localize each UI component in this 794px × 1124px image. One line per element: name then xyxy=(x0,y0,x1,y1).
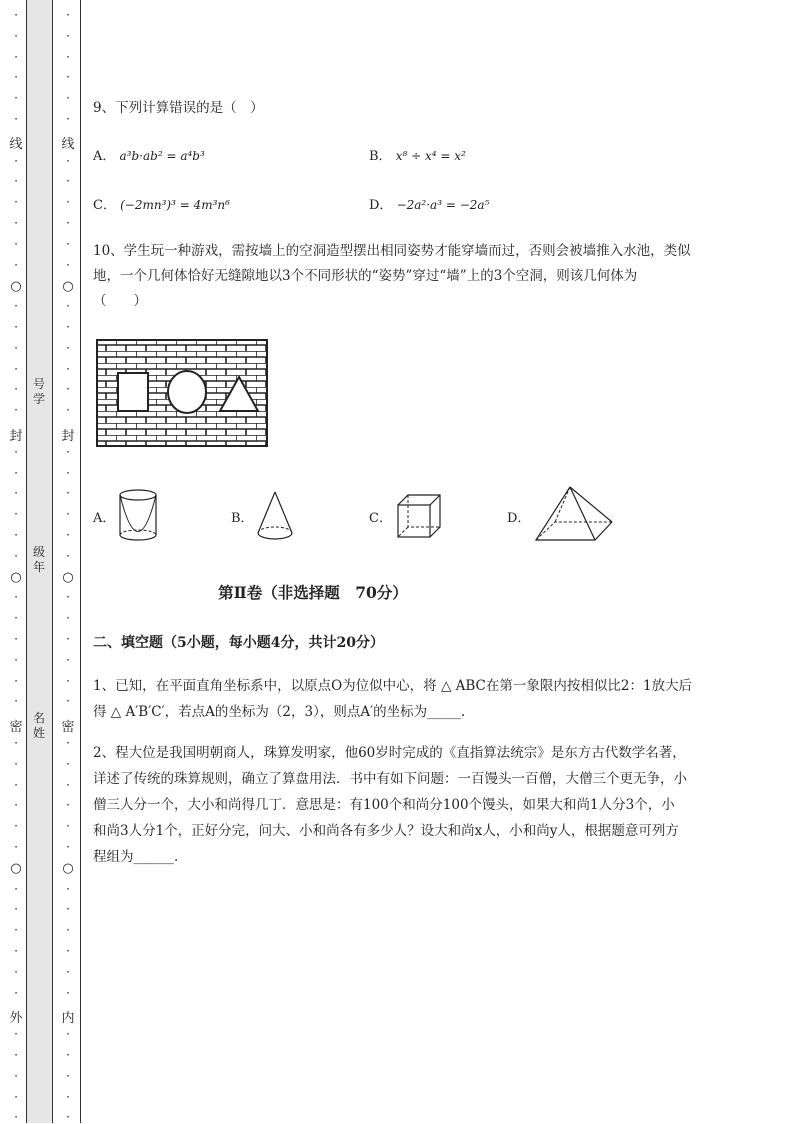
q10-option-d-label: D． xyxy=(507,511,531,526)
margin-dot: · xyxy=(66,944,70,958)
margin-dot: · xyxy=(66,653,70,667)
margin-dot: · xyxy=(66,195,70,209)
outer-seal-char-secret: 密 xyxy=(6,716,26,735)
margin-dot: · xyxy=(66,362,70,376)
square-hole xyxy=(118,373,148,411)
fill-in-blank-heading: 二、填空题（5小题，每小题4分，共计20分） xyxy=(93,635,384,651)
margin-dot: · xyxy=(66,965,70,979)
pyramid-icon xyxy=(533,484,615,544)
margin-dot: · xyxy=(14,112,18,126)
q10-option-a-label: A． xyxy=(93,511,116,526)
margin-dot: · xyxy=(14,798,18,812)
cylinder-icon xyxy=(115,488,161,542)
margin-dot: · xyxy=(66,445,70,459)
f1-line1: 1、已知，在平面直角坐标系中，以原点O为位似中心，将 △ ABC在第一象限内按相似比2：1放大后 xyxy=(93,678,693,694)
q10-option-c-label: C． xyxy=(369,511,392,526)
f2-line2: 详述了传统的珠算规则，确立了算盘用法．书中有如下问题：一百馒头一百僧，大僧三个更无争，小 xyxy=(93,771,687,787)
margin-dot: · xyxy=(66,8,70,22)
margin-dot: · xyxy=(14,1090,18,1104)
margin-dot: · xyxy=(66,736,70,750)
margin-dot: · xyxy=(66,507,70,521)
brick-wall-figure xyxy=(96,339,268,447)
margin-dot: · xyxy=(14,70,18,84)
margin-dot: · xyxy=(66,466,70,480)
margin-dot: · xyxy=(66,1090,70,1104)
margin-dot: · xyxy=(14,590,18,604)
margin-dot: · xyxy=(14,320,18,334)
margin-dot: · xyxy=(66,1110,70,1124)
margin-dot: · xyxy=(14,362,18,376)
binding-line-middle xyxy=(52,0,53,1123)
margin-dot: · xyxy=(14,757,18,771)
margin-dot: · xyxy=(66,1027,70,1041)
margin-dot: · xyxy=(14,258,18,272)
q9-option-d-expr: −2a²·a³ = −2a⁵ xyxy=(396,198,490,212)
margin-dot: · xyxy=(14,1069,18,1083)
margin-dot: · xyxy=(14,611,18,625)
binding-line-right xyxy=(80,0,81,1123)
f2-line4: 和尚3人分1个，正好分完，问大、小和尚各有多少人？设大和尚x人，小和尚y人，根据题意可列方 xyxy=(93,823,679,839)
margin-dot: · xyxy=(14,382,18,396)
margin-dot: · xyxy=(14,50,18,64)
margin-dot: · xyxy=(14,632,18,646)
margin-dot: · xyxy=(66,549,70,563)
margin-dot: · xyxy=(14,778,18,792)
margin-dot: · xyxy=(66,986,70,1000)
inner-circle-mark: ○ xyxy=(58,570,78,585)
margin-dot: · xyxy=(66,382,70,396)
outer-circle-mark: ○ xyxy=(6,279,26,294)
margin-dot: · xyxy=(14,736,18,750)
margin-dot: · xyxy=(14,528,18,542)
margin-dot: · xyxy=(66,154,70,168)
name-label: 名 姓 xyxy=(32,711,45,740)
margin-dot: · xyxy=(14,507,18,521)
margin-dot: · xyxy=(14,8,18,22)
margin-dot: · xyxy=(66,611,70,625)
f1-line2: 得 △ A′B′C′，若点A的坐标为（2，3），则点A′的坐标为_____. xyxy=(93,704,466,720)
margin-dot: · xyxy=(66,757,70,771)
outer-seal-char-outer: 外 xyxy=(6,1007,26,1026)
q10-stem-line2: 地，一个几何体恰好无缝隙地以3个不同形状的“姿势”穿过“墙”上的3个空洞，则该几何体为 xyxy=(93,268,638,284)
cube-icon xyxy=(395,492,443,540)
inner-seal-char-inner: 内 xyxy=(58,1007,78,1026)
margin-dot: · xyxy=(66,882,70,896)
margin-dot: · xyxy=(66,694,70,708)
margin-dot: · xyxy=(14,403,18,417)
outer-seal-char-seal: 封 xyxy=(6,425,26,444)
margin-dot: · xyxy=(66,112,70,126)
margin-dot: · xyxy=(14,674,18,688)
margin-dot: · xyxy=(14,1048,18,1062)
f2-line3: 僧三人分一个，大小和尚得几丁．意思是：有100个和尚分100个馒头，如果大和尚1人分3个，小 xyxy=(93,797,675,813)
cone-icon xyxy=(255,490,295,542)
margin-dot: · xyxy=(14,902,18,916)
margin-dot: · xyxy=(66,840,70,854)
margin-dot: · xyxy=(14,174,18,188)
margin-dot: · xyxy=(66,299,70,313)
margin-dot: · xyxy=(14,486,18,500)
margin-dot: · xyxy=(66,258,70,272)
inner-seal-char-line: 线 xyxy=(58,133,78,152)
margin-dot: · xyxy=(14,341,18,355)
margin-dot: · xyxy=(14,549,18,563)
margin-dot: · xyxy=(66,91,70,105)
margin-dot: · xyxy=(66,528,70,542)
q10-option-b-label: B． xyxy=(231,511,254,526)
margin-dot: · xyxy=(14,882,18,896)
circle-hole xyxy=(168,371,206,413)
q9-option-d: D． −2a²·a³ = −2a⁵ xyxy=(369,198,490,213)
q9-option-c: C． (−2mn³)³ = 4m³n⁶ xyxy=(93,198,230,213)
student-number-label: 号 学 xyxy=(32,377,45,406)
margin-dot: · xyxy=(66,216,70,230)
margin-dot: · xyxy=(66,798,70,812)
margin-dot: · xyxy=(14,944,18,958)
margin-dot: · xyxy=(66,70,70,84)
margin-dot: · xyxy=(14,91,18,105)
margin-dot: · xyxy=(66,923,70,937)
margin-dot: · xyxy=(14,965,18,979)
inner-seal-char-seal: 封 xyxy=(58,425,78,444)
f2-line1: 2、程大位是我国明朝商人，珠算发明家，他60岁时完成的《直指算法统宗》是东方古代数学名著， xyxy=(93,745,686,761)
margin-dot: · xyxy=(66,237,70,251)
grade-label: 级 年 xyxy=(32,545,45,574)
margin-dot: · xyxy=(66,50,70,64)
q10-stem-line3: （ ） xyxy=(93,293,147,309)
margin-dot: · xyxy=(14,195,18,209)
margin-dot: · xyxy=(66,486,70,500)
margin-dot: · xyxy=(66,632,70,646)
margin-dot: · xyxy=(14,216,18,230)
margin-dot: · xyxy=(14,466,18,480)
outer-dot-column xyxy=(6,0,26,1123)
inner-dot-column xyxy=(58,0,78,1123)
margin-dot: · xyxy=(66,341,70,355)
margin-dot: · xyxy=(66,590,70,604)
q9-stem: 9、下列计算错误的是（ ） xyxy=(93,100,264,116)
outer-seal-char-line: 线 xyxy=(6,133,26,152)
margin-dot: · xyxy=(14,445,18,459)
margin-dot: · xyxy=(14,694,18,708)
f2-line5: 程组为______. xyxy=(93,849,179,865)
margin-dot: · xyxy=(14,819,18,833)
outer-circle-mark: ○ xyxy=(6,861,26,876)
margin-dot: · xyxy=(66,1069,70,1083)
section-ii-title: 第Ⅱ卷（非选择题 70分） xyxy=(218,583,408,602)
margin-dot: · xyxy=(14,986,18,1000)
q9-option-b: B． x⁸ ÷ x⁴ = x² xyxy=(369,149,466,164)
margin-dot: · xyxy=(66,403,70,417)
margin-dot: · xyxy=(66,902,70,916)
margin-dot: · xyxy=(14,1027,18,1041)
inner-seal-char-secret: 密 xyxy=(58,716,78,735)
inner-circle-mark: ○ xyxy=(58,861,78,876)
inner-circle-mark: ○ xyxy=(58,279,78,294)
q9-option-b-expr: x⁸ ÷ x⁴ = x² xyxy=(395,149,466,163)
margin-dot: · xyxy=(66,674,70,688)
margin-dot: · xyxy=(66,1048,70,1062)
margin-dot: · xyxy=(14,299,18,313)
margin-dot: · xyxy=(14,923,18,937)
margin-dot: · xyxy=(14,29,18,43)
margin-dot: · xyxy=(66,174,70,188)
margin-dot: · xyxy=(66,819,70,833)
margin-dot: · xyxy=(66,29,70,43)
q9-option-a-expr: a³b·ab² = a⁴b³ xyxy=(119,149,205,163)
outer-circle-mark: ○ xyxy=(6,570,26,585)
margin-dot: · xyxy=(14,840,18,854)
margin-dot: · xyxy=(66,778,70,792)
margin-dot: · xyxy=(14,653,18,667)
margin-dot: · xyxy=(66,320,70,334)
margin-dot: · xyxy=(14,154,18,168)
margin-dot: · xyxy=(14,1110,18,1124)
q9-option-a: A． a³b·ab² = a⁴b³ xyxy=(93,149,205,164)
q9-option-c-expr: (−2mn³)³ = 4m³n⁶ xyxy=(120,198,230,212)
q10-stem-line1: 10、学生玩一种游戏，需按墙上的空洞造型摆出相同姿势才能穿墙而过，否则会被墙推入水池，类似 xyxy=(93,243,691,259)
margin-dot: · xyxy=(14,237,18,251)
